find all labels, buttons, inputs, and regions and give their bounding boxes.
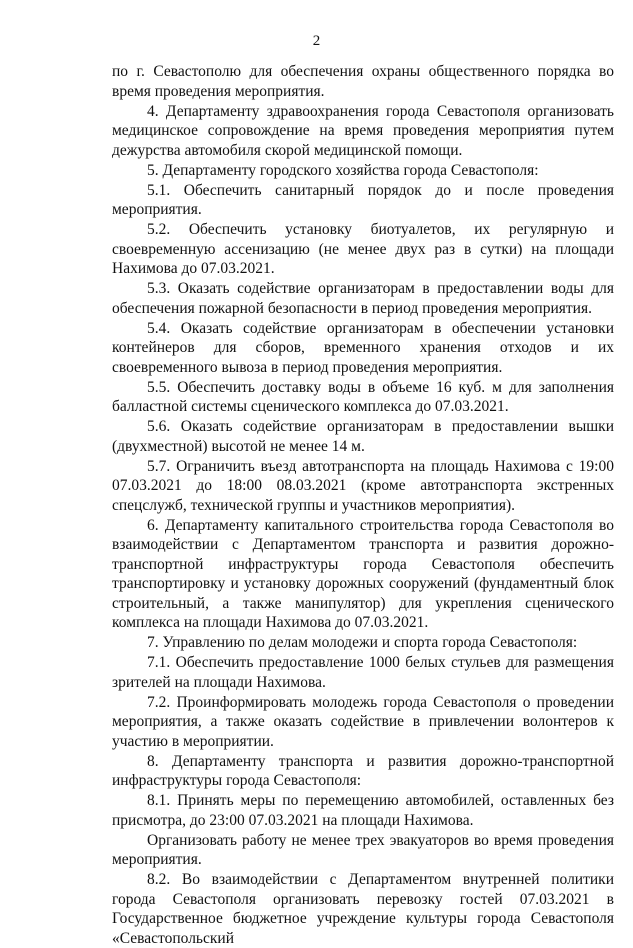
paragraph-item-6: 6. Департаменту капитального строительства города Севастополя во взаимодействии с Департаментом транспорта и развития дорожно-транспортной инфраструктуры города Севастополя обеспечить транспортировку и установку дорожных сооружений (фундаментный блок строительный, а также манипулятор) для укрепления сценического комплекса на площади Нахимова до 07.03.2021. xyxy=(112,516,614,631)
paragraph-item-7-2: 7.2. Проинформировать молодежь города Севастополя о проведении мероприятия, а также оказать содействие в привлечении волонтеров к участию в мероприятии. xyxy=(112,693,614,750)
paragraph-item-5-1: 5.1. Обеспечить санитарный порядок до и после проведения мероприятия. xyxy=(112,181,614,218)
paragraph-item-5-7: 5.7. Ограничить въезд автотранспорта на площадь Нахимова с 19:00 07.03.2021 до 18:00 08.03.2021 (кроме автотранспорта экстренных спецслужб, технической группы и участников мероприятия). xyxy=(112,457,614,514)
paragraph-continuation: по г. Севастополю для обеспечения охраны общественного порядка во время проведения мероприятия. xyxy=(112,63,614,100)
paragraph-item-5: 5. Департаменту городского хозяйства города Севастополя: xyxy=(147,161,539,179)
paragraph-item-5-6: 5.6. Оказать содействие организаторам в предоставлении вышки (двухместной) высотой не менее 14 м. xyxy=(112,418,614,455)
paragraph-item-5-5: 5.5. Обеспечить доставку воды в объеме 16 куб. м для заполнения балластной системы сценического комплекса до 07.03.2021. xyxy=(112,378,614,415)
paragraph-item-8: 8. Департаменту транспорта и развития дорожно-транспортной инфраструктуры города Севастополя: xyxy=(112,752,614,789)
paragraph-item-8-1-extra: Организовать работу не менее трех эвакуаторов во время проведения мероприятия. xyxy=(112,831,614,868)
page-number: 2 xyxy=(312,33,321,49)
paragraph-item-5-3: 5.3. Оказать содействие организаторам в предоставлении воды для обеспечения пожарной безопасности в период проведения мероприятия. xyxy=(112,280,614,317)
paragraph-item-5-4: 5.4. Оказать содействие организаторам в обеспечении установки контейнеров для сборов, временного хранения отходов и их своевременного вывоза в период проведения мероприятия. xyxy=(112,319,614,376)
document-body xyxy=(112,62,614,948)
paragraph-item-8-2: 8.2. Во взаимодействии с Департаментом внутренней политики города Севастополя организовать перевозку гостей 07.03.2021 в Государственное бюджетное учреждение культуры города Севастополя «Севастопольский xyxy=(112,871,614,947)
paragraph-item-5-2: 5.2. Обеспечить установку биотуалетов, их регулярную и своевременную ассенизацию (не менее двух раз в сутки) на площади Нахимова до 07.03.2021. xyxy=(112,221,614,277)
paragraph-item-8-1: 8.1. Принять меры по перемещению автомобилей, оставленных без присмотра, до 23:00 07.03.2021 на площади Нахимова. xyxy=(112,792,614,829)
paragraph-item-7-1: 7.1. Обеспечить предоставление 1000 белых стульев для размещения зрителей на площади Нахимова. xyxy=(112,654,614,691)
paragraph-item-4: 4. Департаменту здравоохранения города Севастополя организовать медицинское сопровождение на время проведения мероприятия путем дежурства автомобиля скорой медицинской помощи. xyxy=(112,102,614,159)
paragraph-item-7: 7. Управлению по делам молодежи и спорта города Севастополя: xyxy=(147,634,578,651)
